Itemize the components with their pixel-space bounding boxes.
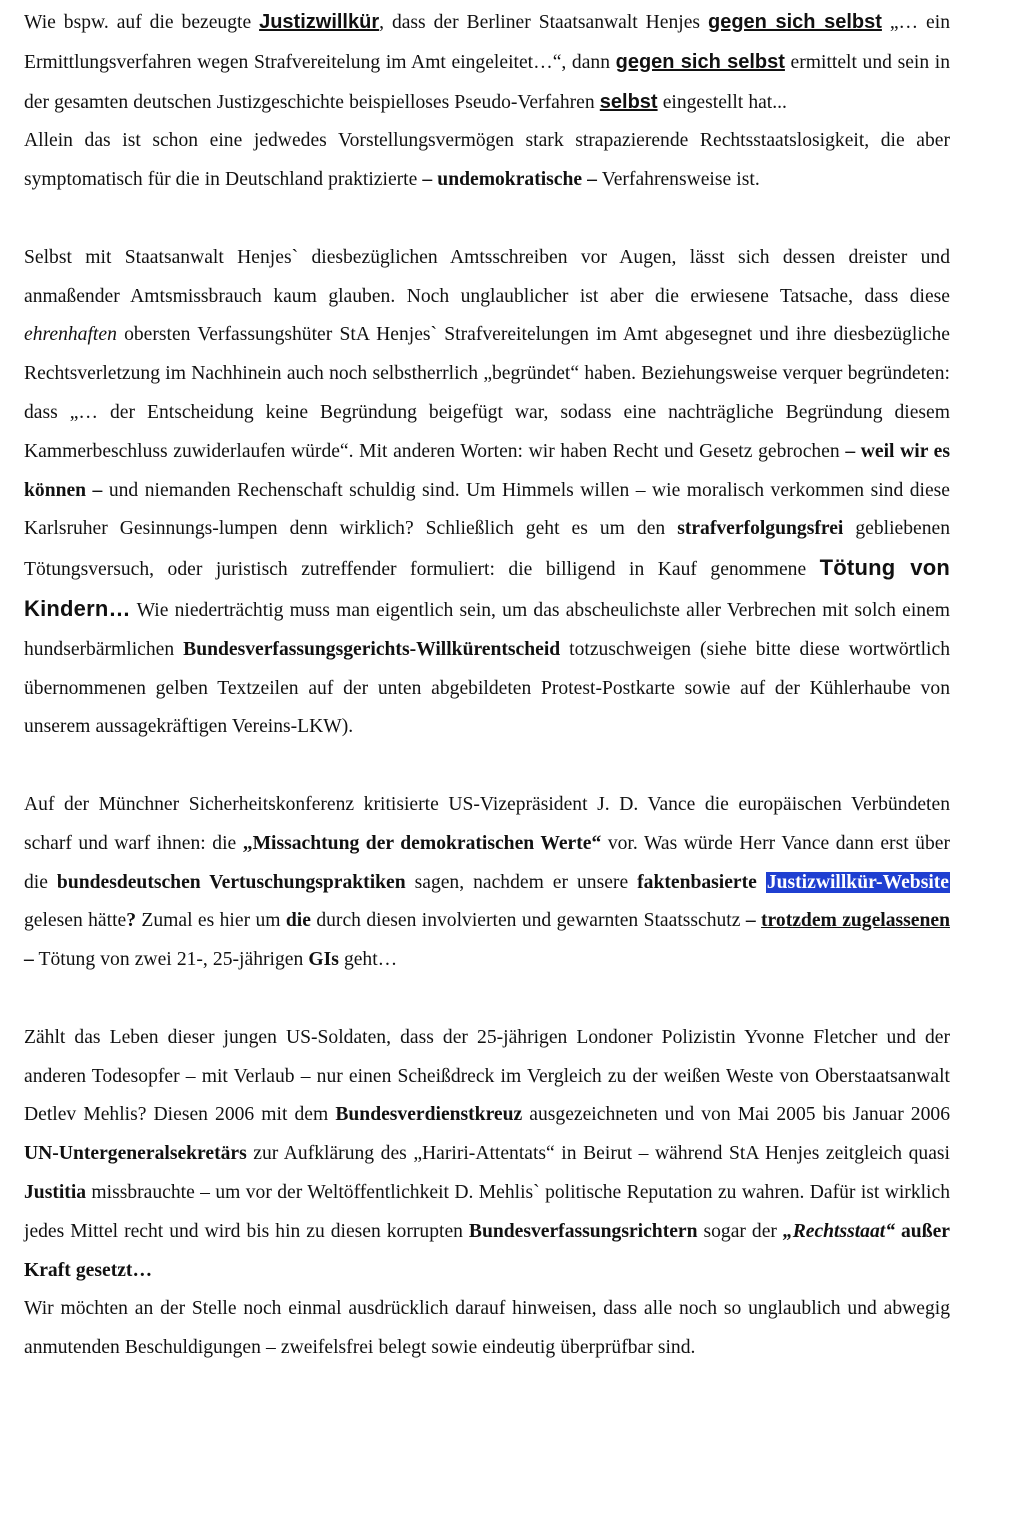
paragraph-1: [24, 3, 950, 122]
text-run: Selbst mit Staatsanwalt Henjes` diesbezüglichen Amtsschreiben vor Augen, lässt sich dessen dreister und anmaßender Amtsmissbrauch kaum glauben. Noch unglaublicher ist aber die erwiesene Tatsache, dass diese: [24, 246, 950, 307]
keyword-ausser-kraft-gesetzt: außer Kraft gesetzt…: [24, 1220, 950, 1281]
keyword-gis: GIs: [308, 949, 339, 971]
keyword-vertuschungspraktiken: bundesdeutschen Vertuschungspraktiken: [56, 871, 406, 893]
text-run: Tötung von zwei 21-, 25-jährigen: [33, 949, 309, 971]
keyword-rechtsstaat: „Rechtsstaat“: [782, 1220, 896, 1242]
keyword-faktenbasierte: faktenbasierte: [637, 871, 757, 893]
text-run: eingestellt hat...: [657, 91, 787, 113]
keyword-bundesverdienstkreuz: Bundesverdienstkreuz: [335, 1104, 523, 1126]
website-link-highlighted[interactable]: Justizwillkür-Website: [766, 871, 949, 893]
keyword-gegen-sich-selbst: gegen sich selbst: [615, 50, 785, 73]
emphasis-ehrenhaften: ehrenhaften: [24, 324, 117, 346]
text-run: obersten Verfassungshüter StA Henjes` Strafvereitelungen im Amt abgesegnet und ihre diesbezügliche Rechtsverletzung im Nachhinein auch noch selbstherrlich „begründet“ haben. Beziehungsweise verquer begründeten: dass „… der Entscheidung keine Begründung beigefügt war, sodass eine nachträgliche Begründung diesem Kammerbeschluss zuwiderlaufen würde“. Mit anderen Worten: wir haben Recht und Gesetz gebrochen: [24, 324, 950, 462]
keyword-selbst: selbst: [599, 90, 658, 113]
text-run: sagen, nachdem er unsere: [405, 871, 638, 893]
text-run: Verfahrensweise ist.: [596, 169, 760, 191]
text-run: missbrauchte – um vor der Weltöffentlichkeit D. Mehlis` politische Reputation zu wahren. Dafür ist wirklich jedes Mittel recht und wird bis hin zu diesen korrupten: [24, 1181, 950, 1242]
keyword-die: die: [285, 910, 311, 932]
paragraph-6: [24, 1290, 950, 1368]
text-run: Zumal es hier um: [136, 910, 286, 932]
paragraph-3: [24, 239, 950, 747]
text-run: „… ein Ermittlungsverfahren wegen Strafvereitelung im Amt eingeleitet…“, dann: [24, 12, 950, 73]
keyword-undemokratische: – undemokratische –: [422, 169, 597, 191]
text-run: Auf der Münchner Sicherheitskonferenz kritisierte US-Vizepräsident J. D. Vance die europäischen Verbündeten scharf und warf ihnen: die: [24, 793, 950, 854]
keyword-un-untergeneralsekretaer: UN-Untergeneralsekretärs: [24, 1143, 247, 1165]
text-run: gebliebenen Tötungsversuch, oder juristisch zutreffender formuliert: die billigend in Kauf genommene: [24, 518, 950, 581]
dash: –: [24, 949, 34, 971]
keyword-justitia: Justitia: [24, 1181, 87, 1203]
text-run: vor. Was würde Herr Vance dann erst über die: [24, 832, 950, 893]
text-run: sogar der: [697, 1220, 783, 1242]
text-run: zur Aufklärung des „Hariri-Attentats“ in Beirut – während StA Henjes zeitgleich quasi: [246, 1143, 950, 1165]
paragraph-2: [24, 122, 950, 200]
paragraph-4: [24, 786, 950, 980]
text-run: Zählt das Leben dieser jungen US-Soldaten, dass der 25-jährigen Londoner Polizistin Yvonne Fletcher und der anderen Todesopfer – mit Verlaub – nur einen Scheißdreck im Vergleich zu der weißen Weste von Oberstaatsanwalt Detlev Mehlis? Diesen 2006 mit dem: [24, 1026, 950, 1126]
text-run: ausgezeichneten und von Mai 2005 bis Januar 2006: [522, 1104, 950, 1126]
text-run: Wir möchten an der Stelle noch einmal ausdrücklich darauf hinweisen, dass alle noch so unglaublich und abwegig anmutenden Beschuldigungen – zweifelsfrei belegt sowie eindeutig überprüfbar sind.: [24, 1298, 950, 1359]
keyword-toetung-von-kindern: Tötung von Kindern…: [24, 555, 950, 621]
text-run: und niemanden Rechenschaft schuldig sind. Um Himmels willen – wie moralisch verkommen sind diese Karlsruher Gesinnungs-lumpen denn wirklich? Schließlich geht es um den: [24, 479, 950, 540]
text-run: Wie bspw. auf die bezeugte: [24, 12, 260, 33]
text-run: Allein das ist schon eine jedwedes Vorstellungsvermögen stark strapazierende Rechtsstaatslosigkeit, die aber symptomatisch für die in Deutschland praktizierte: [24, 130, 950, 191]
keyword-strafverfolgungsfrei: strafverfolgungsfrei: [677, 518, 844, 540]
paragraph-5: [24, 1019, 950, 1291]
dash: –: [745, 910, 762, 932]
keyword-justizwillkuer: Justizwillkür: [259, 11, 380, 33]
text-run: ermittelt und sein in der gesamten deutschen Justizgeschichte beispielloses Pseudo-Verfahren: [24, 51, 950, 113]
text-run: geht…: [338, 949, 398, 971]
text-run: Wie niederträchtig muss man eigentlich sein, um das abscheulichste aller Verbrechen mit solch einem hundserbärmlichen: [24, 599, 950, 660]
text-run: durch diesen involvierten und gewarnten Staatsschutz: [310, 910, 746, 932]
text-run: , dass der Berliner Staatsanwalt Henjes: [379, 12, 708, 33]
question-mark: ?: [126, 910, 137, 932]
keyword-weil-wir-es-koennen: – weil wir es können –: [24, 440, 950, 501]
keyword-gegen-sich-selbst: gegen sich selbst: [708, 11, 882, 33]
keyword-willkuerentscheid: Bundesverfassungsgerichts-Willkürentscheid: [183, 638, 561, 660]
text-run: totzuschweigen (siehe bitte diese wortwörtlich übernommenen gelben Textzeilen auf der unten abgebildeten Protest-Postkarte sowie auf der Kühlerhaube von unserem aussagekräftigen Vereins-LKW).: [24, 638, 950, 738]
keyword-bundesverfassungsrichtern: Bundesverfassungsrichtern: [468, 1220, 698, 1242]
keyword-missachtung-demokratischer-werte: „Missachtung der demokratischen Werte“: [242, 832, 602, 854]
text-run: gelesen hätte: [24, 910, 127, 932]
keyword-trotzdem-zugelassenen: trotzdem zugelassenen: [761, 910, 950, 932]
text-run: [757, 872, 766, 893]
